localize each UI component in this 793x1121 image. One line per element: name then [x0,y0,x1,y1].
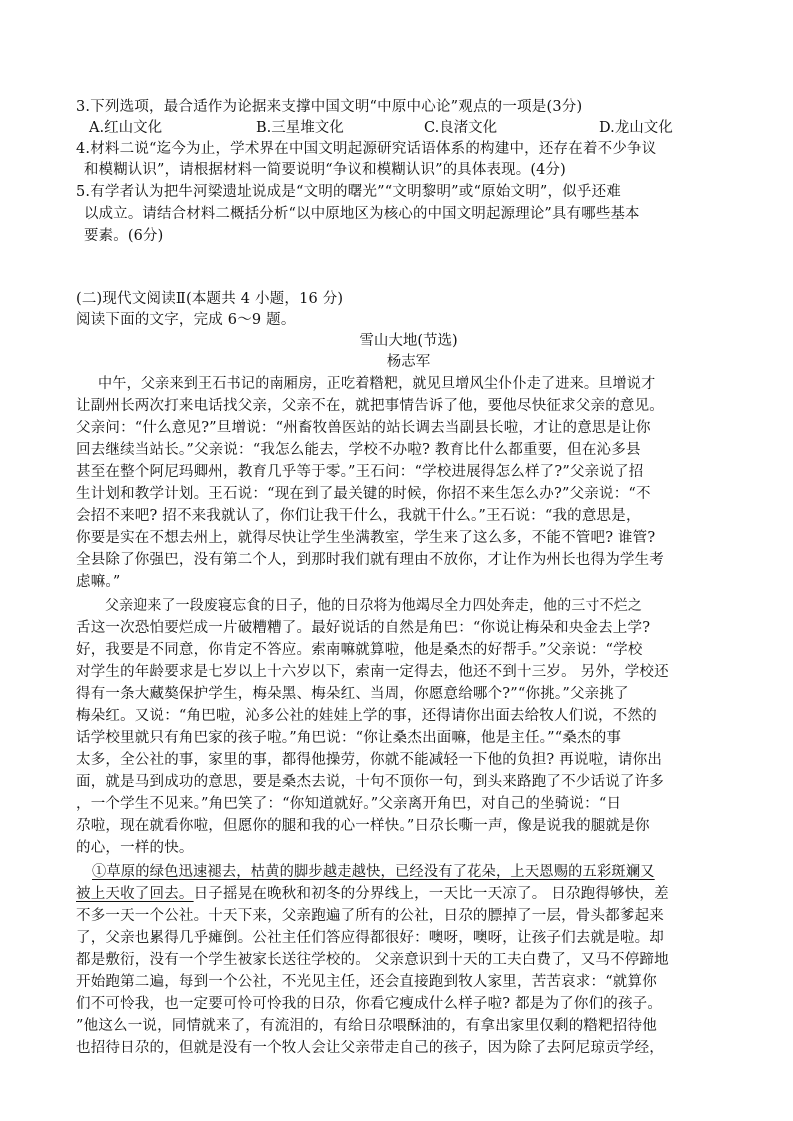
p2-line-6: 梅朵红。又说：“角巴啦，沁多公社的娃娃上学的事，还得请你出面去给牧人们说，不然的 [76,708,657,724]
question-5-line-2: 以成立。请结合材料二概括分析“以中原地区为核心的中国文明起源理论”具有哪些基本 [84,206,640,222]
p3-underlined-line-2: 被上天收了回去。 [76,886,194,902]
p1-line-8: 你要是实在不想去州上，就得尽快让学生坐满教室，学生来了这么多，不能不管吧? 谁管? [76,530,656,546]
p1-line-5: 甚至在整个阿尼玛卿州，教育几乎等于零。”王石问：“学校进展得怎么样了?”父亲说了招 [76,464,644,480]
option-d: D.龙山文化 [599,120,673,136]
p1-line-4: 回去继续当站长。”父亲说：“我怎么能去，学校不办啦? 教育比什么都重要，但在沁多县 [76,442,641,458]
p1-line-6: 生计划和教学计划。王石说：“现在到了最关键的时候，你招不来生怎么办?”父亲说：“不 [76,486,651,502]
section-header: (二)现代文阅读Ⅱ(本题共 4 小题，16 分) [76,291,344,307]
option-a: A.红山文化 [89,120,163,136]
passage-author: 杨志军 [386,354,431,370]
p2-line-7: 话学校里就只有角巴家的孩子啦。”角巴说：“你让桑杰出面嘛，他是主任。”“桑杰的事 [76,730,622,746]
p1-line-1: 中午，父亲来到王石书记的南厢房，正吃着糌粑，就见旦增风尘仆仆走了进来。旦增说才 [98,376,656,392]
p3-line-9: 也招待日尕的，但就是没有一个牧人会让父亲带走自己的孩子，因为除了去阿尼琼贡学经， [76,1040,664,1056]
p2-line-4: 对学生的年龄要求是七岁以上十六岁以下，索南一定得去，他还不到十三岁。 另外，学校还 [76,664,669,680]
p1-line-10: 虑嘛。” [76,574,121,590]
question-4-line-2: 和模糊认识”，请根据材料一简要说明“争议和模糊认识”的具体表现。(4分) [84,162,566,178]
p2-line-8: 太多，全公社的事，家里的事，都得他操劳，你就不能减轻一下他的负担? 再说啦，请你出 [76,752,663,768]
p1-line-3: 父亲问：“什么意见?”旦增说：“州畜牧兽医站的站长调去当副县长啦，才让的意思是让你 [76,420,651,436]
p2-line-1: 父亲迎来了一段废寝忘食的日子，他的日尕将为他竭尽全力四处奔走，他的三寸不烂之 [105,598,643,614]
option-b: B.三星堆文化 [256,120,344,136]
p2-line-11: 尕啦，现在就看你啦，但愿你的腿和我的心一样快。”日尕长嘶一声，像是说我的腿就是你 [76,818,650,834]
p2-line-3: 好，我要是不同意，你肯定不答应。索南嘛就算啦，他是桑杰的好帮手。”父亲说：“学校 [76,642,643,658]
p3-line-6: 开始跑第二遍，每到一个公社，不光见主任，还会直接跑到牧人家里，苦苦哀求：“就算你 [76,974,657,990]
p3-line-7: 们不可怜我，也一定要可怜可怜我的日尕，你看它瘦成什么样子啦? 都是为了你们的孩子。 [76,996,663,1012]
p2-line-2: 舌这一次恐怕要烂成一片破糟糟了。最好说话的自然是角巴：“你说让梅朵和央金去上学? [76,620,651,636]
question-5-line-1: 5.有学者认为把牛河梁遗址说成是“文明的曙光”“文明黎明”或“原始文明”，似乎还难 [76,184,622,200]
passage-title: 雪山大地(节选) [359,333,458,349]
p3-line-8: ”他这么一说，同情就来了，有流泪的，有给日尕喂酥油的，有拿出家里仅剩的糌粑招待他 [76,1018,657,1034]
p2-line-5: 得有一条大藏獒保护学生，梅朵黑、梅朵红、当周，你愿意给哪个?”“你挑。”父亲挑了 [76,686,629,702]
question-5-line-3: 要素。(6分) [84,228,164,244]
p3-underlined-line-1: ①草原的绿色迅速褪去，枯黄的脚步越走越快，已经没有了花朵，上天恩赐的五彩斑斓又 [92,864,655,880]
question-4-line-1: 4.材料二说“迄今为止，学术界在中国文明起源研究话语体系的构建中，还存在着不少争议 [76,141,657,157]
p2-line-9: 面，就是马到成功的意思，要是桑杰去说，十句不顶你一句，到头来路跑了不少话说了许多 [76,774,664,790]
p2-line-10: ，一个学生不见来。”角巴笑了：“你知道就好。”父亲离开角巴，对自己的坐骑说：“日 [76,796,622,812]
p1-line-7: 会招不来吧? 招不来我就认了，你们让我干什么，我就干什么。”王石说：“我的意思是， [76,508,641,524]
p3-line-2-rest: 日子摇晃在晚秋和初冬的分界线上，一天比一天凉了。 日尕跑得够快，差 [193,886,669,902]
p3-line-5: 都是敷衍，没有一个学生被家长送往学校的。 父亲意识到十天的工夫白费了，又马不停蹄地 [76,952,669,968]
p3-line-2 [76,883,724,905]
p2-line-12: 的心，一样的快。 [76,840,194,856]
option-c: C.良渚文化 [424,120,498,136]
p1-line-2: 让副州长两次打来电话找父亲，父亲不在，就把事情告诉了他，要他尽快征求父亲的意见。 [76,398,664,414]
p1-line-9: 全县除了你强巴，没有第二个人，到那时我们就有理由不放你，才让作为州长也得为学生考 [76,552,664,568]
p3-line-4: 了，父亲也累得几乎瘫倒。公社主任们答应得都很好：噢呀，噢呀，让孩子们去就是啦。却 [76,930,664,946]
question-3-stem: 3.下列选项，最合适作为论据来支撑中国文明“中原中心论”观点的一项是(3分) [76,99,583,115]
section-instruction: 阅读下面的文字，完成 6～9 题。 [76,312,296,328]
p3-line-3: 不多一天一个公社。十天下来，父亲跑遍了所有的公社，日尕的膘掉了一层，骨头都爹起来 [76,908,664,924]
